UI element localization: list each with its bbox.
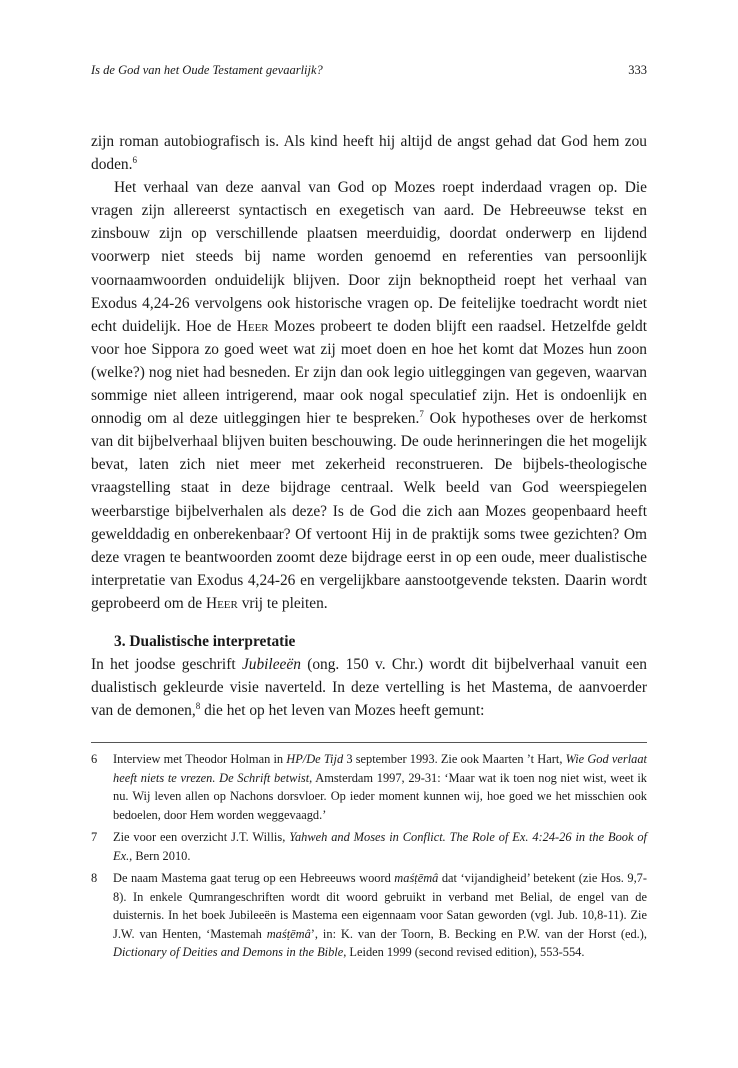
divine-name: Heer: [205, 594, 238, 612]
divine-name: Heer: [236, 317, 269, 335]
footnote-text: Interview met Theodor Holman in HP/De Tijd 3 september 1993. Zie ook Maarten ’t Hart, Wie God verlaat heeft niets te vrezen. De Schrift betwist, Amsterdam 1997, 29-31: ‘Maar wat ik toen nog niet wist, weet ik nu. Wij leven allen op Nachons dorsvloer. Op ieder moment kunnen wij, hoe goed we het misschien ook bedoelen, door Hem worden weggevaagd.’: [113, 752, 647, 822]
footnote-number: 8: [91, 871, 98, 885]
footnote-number: 6: [91, 752, 98, 766]
footnote-ref-7[interactable]: 7: [419, 409, 424, 419]
footnote-divider: [91, 742, 647, 743]
main-text: [91, 130, 647, 722]
footnote-ref-8[interactable]: 8: [195, 701, 201, 712]
footnote-ref-6[interactable]: 6: [132, 154, 137, 165]
footnote-6: [91, 750, 647, 824]
footnotes: [91, 750, 647, 966]
footnote-8: [91, 869, 647, 962]
paragraph-3: In het joodse geschrift Jubileeën (ong. 150 v. Chr.) wordt dit bijbelverhaal vanuit een dualistisch gekleurde visie naverteld. In deze vertelling is het Mastema, de aanvoerder van de demonen,$^8$ die het op het leven van Mozes heeft gemunt:: [91, 656, 647, 720]
book-title: Jubileeën: [241, 656, 301, 674]
footnote-7: [91, 828, 647, 865]
footnote-text: Zie voor een overzicht J.T. Willis, Yahweh and Moses in Conflict. The Role of Ex. 4:24-26 in the Book of Ex., Bern 2010.: [113, 830, 647, 863]
section-heading: 3. Dualistische interpretatie: [114, 632, 296, 650]
footnote-text: De naam Mastema gaat terug op een Hebreeuws woord maśṭēmâ dat ‘vijandigheid’ betekent (zie Hos. 9,7-8). In enkele Qumrangeschriften wordt dit woord gebruikt in verband met Belial, de engel van de duisternis. In het boek Jubileeën is Mastema een eigennaam voor Satan geworden (vgl. Jub. 10,8-11). Zie J.W. van Henten, ‘Mastemah maśṭēmâ’, in: K. van der Toorn, B. Becking en P.W. van der Horst (ed.), Dictionary of Deities and Demons in the Bible, Leiden 1999 (second revised edition), 553-554.: [113, 871, 647, 959]
running-header: [91, 62, 647, 78]
running-title: Is de God van het Oude Testament gevaarlijk?: [91, 63, 323, 77]
paragraph-1: zijn roman autobiografisch is. Als kind heeft hij altijd de angst gehad dat God hem zou doden.$^6$: [91, 133, 647, 174]
paragraph-2: Het verhaal van deze aanval van God op Mozes roept inderdaad vragen op. Die vragen zijn allereerst syntactisch en exegetisch van aard. De Hebreeuwse tekst en zinsbouw zijn op verschillende plaatsen meerduidig, doordat onderwerp en lijdend voorwerp niet steeds bij name worden genoemd en referenties van persoonlijk voornaamwoorden onduidelijk blijven. Door zijn beknoptheid roept het verhaal van Exodus 4,24-26 vervolgens ook historische vragen op. De feitelijke toedracht wordt niet echt duidelijk. Hoe de Heer Mozes probeert te doden blijft een raadsel. Hetzelfde geldt voor hoe Sippora zo goed weet wat zij moet doen en hoe het komt dat Mozes hun zoon (welke?) nog niet had besneden. Er zijn dan ook legio uitleggingen van gegeven, waarvan sommige niet alleen intrigerend, maar ook nogal speculatief zijn. Het is ondoenlijk en onnodig om al deze uitleggingen hier te bespreken.$^7$ Ook hypotheses over de herkomst van dit bijbelverhaal blijven buiten beschouwing. De oude herinneringen die het mogelijk bevat, laten zich niet meer met zekerheid reconstrueren. De bijbels-theologische vraagstelling staat in deze bijdrage centraal. Welk beeld van God weerspiegelen weerbarstige bijbelverhalen als deze? Is de God die zich aan Mozes geopenbaard heeft gewelddadig en onberekenbaar? Of vertoont Hij in de praktijk soms twee gezichten? Om deze vragen te beantwoorden zoomt deze bijdrage eerst in op een oude, meer dualistische interpretatie van Exodus 4,24-26 en vergelijkbare aanstootgevende teksten. Daarin wordt geprobeerd om de Heer vrij te pleiten.: [91, 179, 647, 612]
page-number: 333: [628, 63, 647, 77]
footnote-number: 7: [91, 830, 98, 844]
